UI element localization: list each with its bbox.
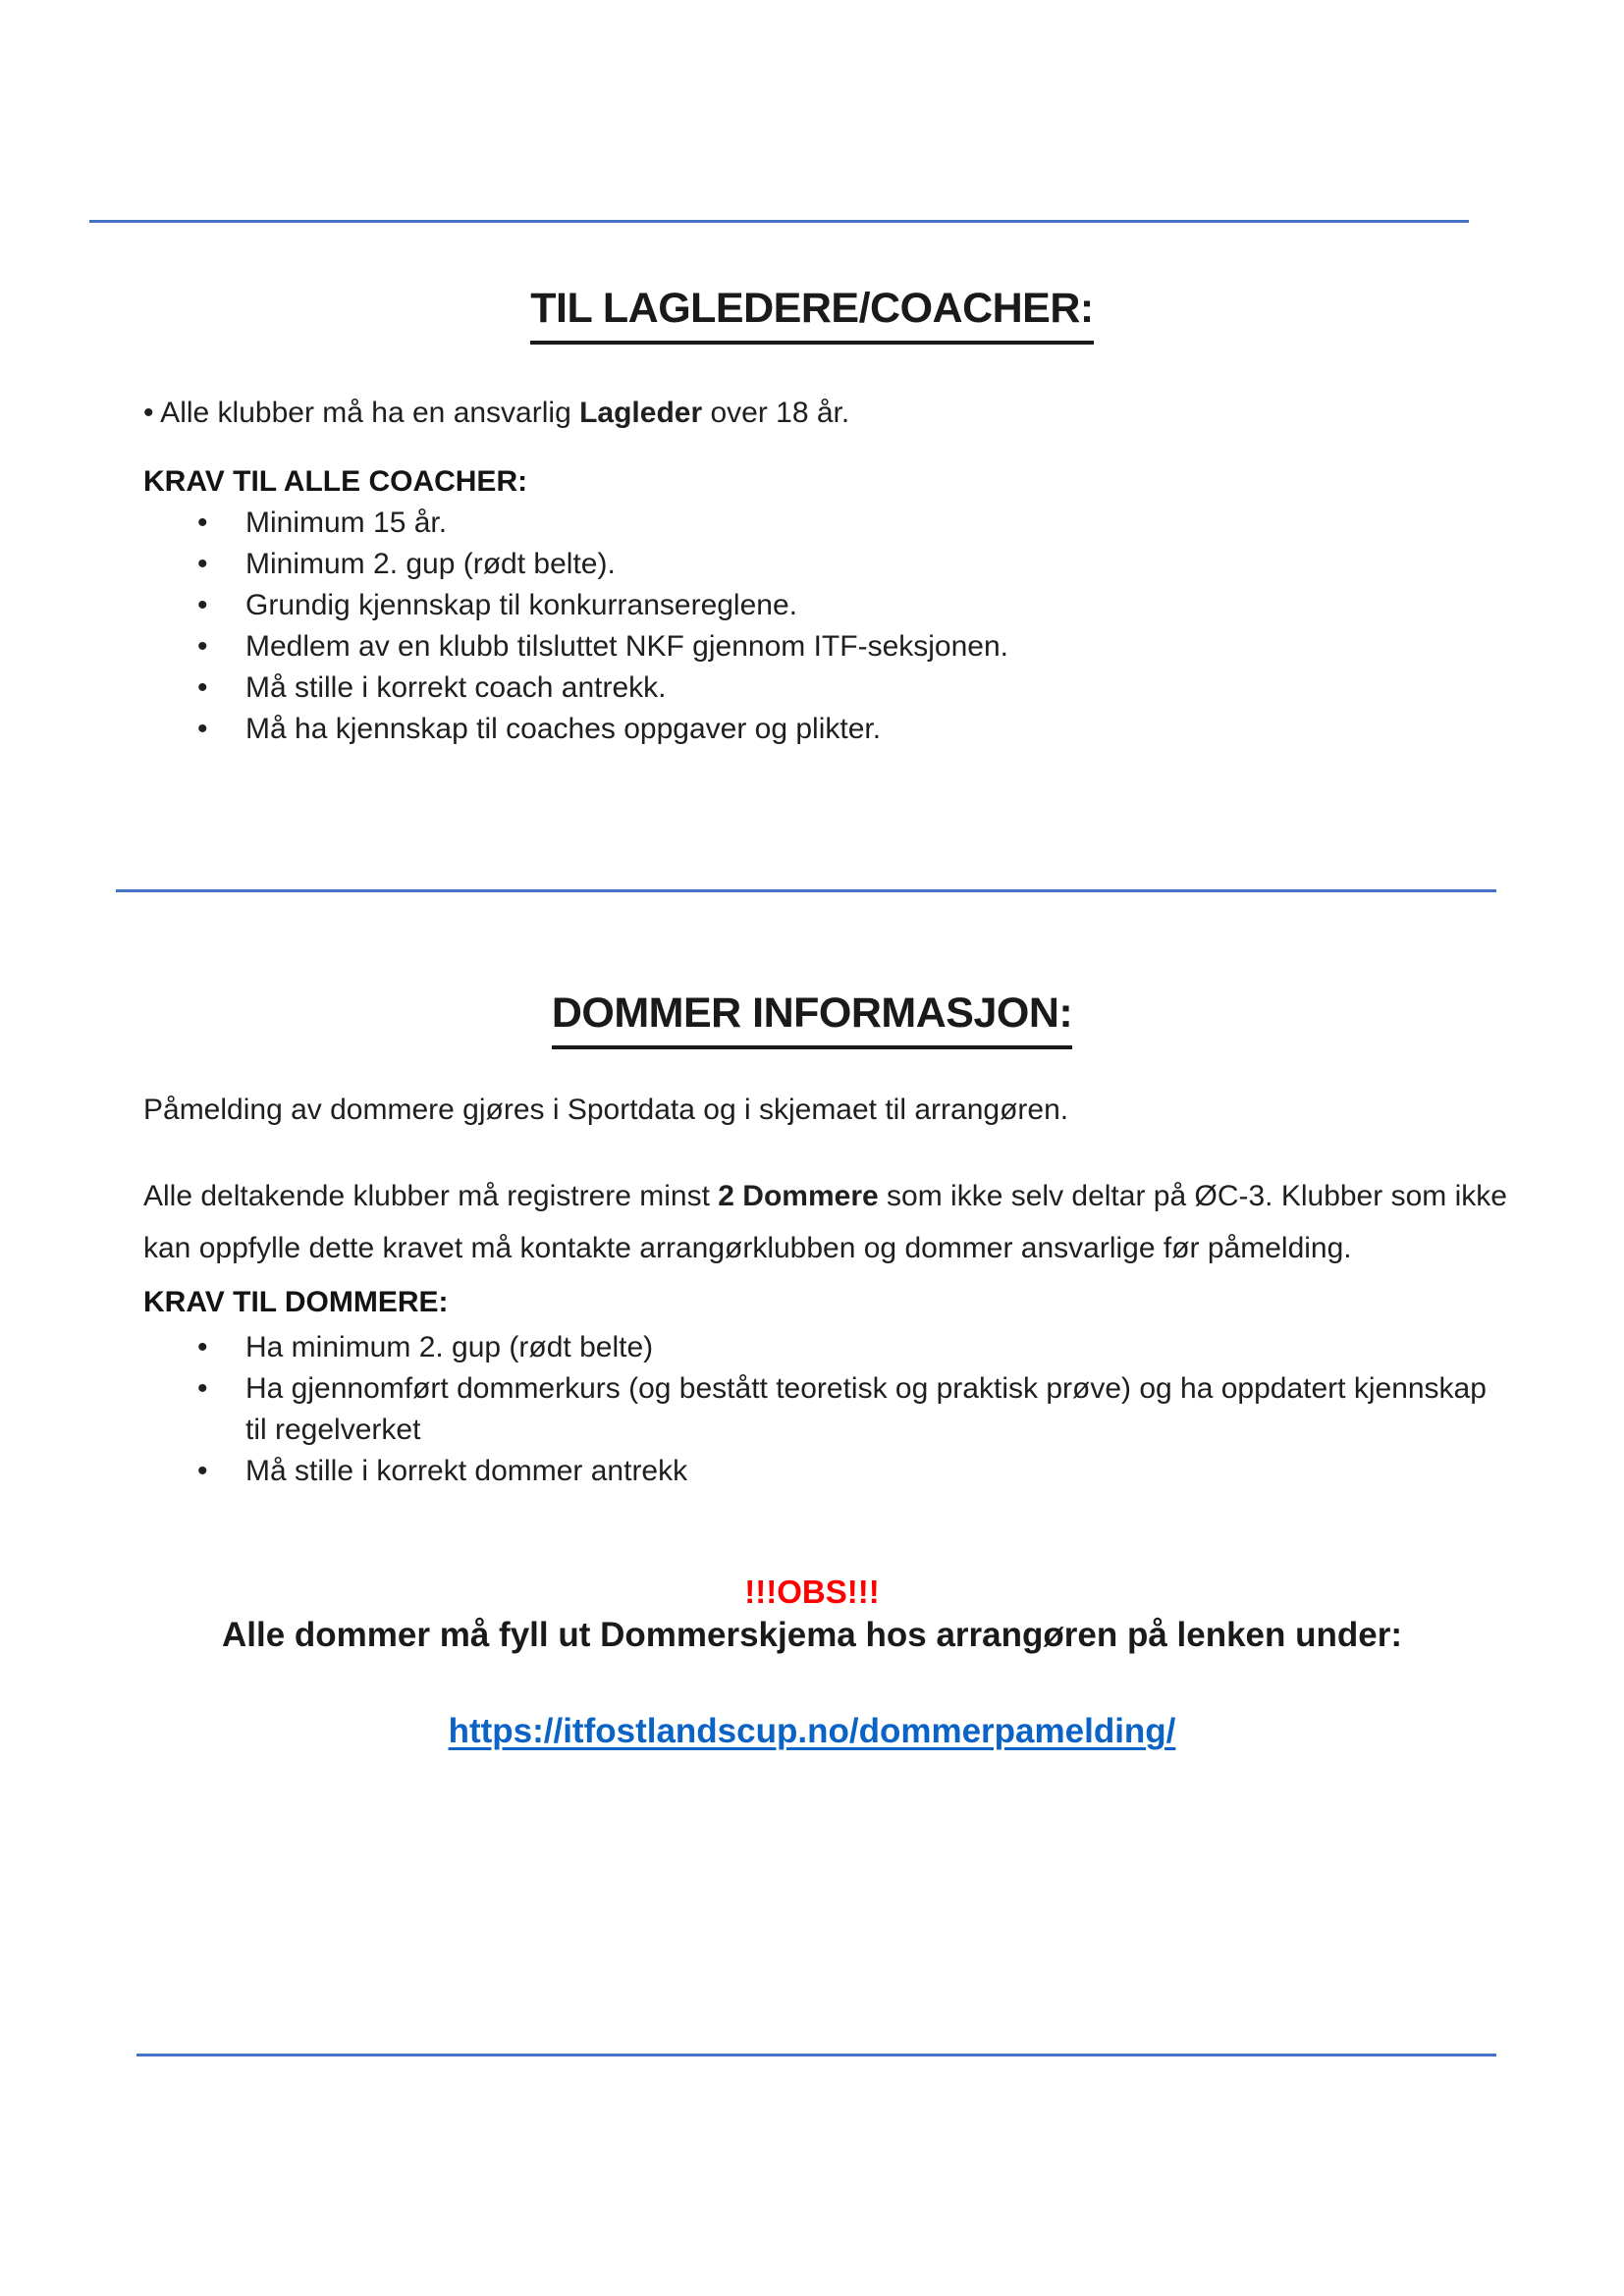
bullet-icon: • bbox=[197, 507, 208, 539]
coaches-requirement-text: Minimum 2. gup (rødt belte). bbox=[245, 548, 616, 580]
separator-line-bottom bbox=[136, 2054, 1496, 2056]
coaches-requirement-text: Må ha kjennskap til coaches oppgaver og plikter. bbox=[245, 713, 882, 745]
judges-requirement-item bbox=[143, 1368, 1504, 1451]
coaches-requirement-text: Grundig kjennskap til konkurransereglene. bbox=[245, 589, 797, 621]
coaches-intro-item bbox=[143, 393, 849, 434]
judges-requirement-text: Ha gjennomført dommerkurs (og bestått teoretisk og praktisk prøve) og ha oppdatert kjennskap til regelverket bbox=[245, 1372, 1487, 1446]
coaches-intro-bold: Lagleder bbox=[579, 397, 703, 429]
judges-requirement-text: Må stille i korrekt dommer antrekk bbox=[245, 1455, 688, 1487]
bullet-icon: • bbox=[197, 1455, 208, 1487]
coaches-requirement-item bbox=[143, 503, 1504, 544]
judges-section-title-text: DOMMER INFORMASJON: bbox=[552, 984, 1072, 1049]
judges-requirement-item bbox=[143, 1327, 1504, 1368]
judges-minimum-paragraph bbox=[143, 1170, 1510, 1274]
bullet-icon: • bbox=[197, 630, 208, 663]
coaches-requirements-list bbox=[143, 503, 1504, 750]
coaches-requirement-item bbox=[143, 626, 1504, 667]
bullet-icon: • bbox=[197, 548, 208, 580]
bullet-icon: • bbox=[197, 589, 208, 621]
coaches-section-title-text: TIL LAGLEDERE/COACHER: bbox=[530, 279, 1094, 345]
bullet-icon: • bbox=[197, 713, 208, 745]
judges-form-link-row bbox=[0, 1708, 1624, 1755]
judges-minimum-bold: 2 Dommere bbox=[718, 1180, 879, 1212]
coaches-requirement-text: Må stille i korrekt coach antrekk. bbox=[245, 671, 667, 704]
judges-requirement-text: Ha minimum 2. gup (rødt belte) bbox=[245, 1331, 654, 1363]
bullet-icon: • bbox=[197, 671, 208, 704]
judges-minimum-prefix: Alle deltakende klubber må registrere minst bbox=[143, 1180, 719, 1212]
separator-line-top bbox=[89, 220, 1469, 223]
coaches-requirements-heading: KRAV TIL ALLE COACHER: bbox=[143, 465, 528, 498]
bullet-icon: • bbox=[197, 1331, 208, 1363]
obs-warning: !!!OBS!!! bbox=[744, 1574, 880, 1610]
coaches-requirement-item bbox=[143, 709, 1504, 750]
coaches-requirement-item bbox=[143, 585, 1504, 626]
judges-requirements-list bbox=[143, 1327, 1504, 1492]
coaches-requirement-item bbox=[143, 544, 1504, 585]
coaches-section-title bbox=[0, 279, 1624, 345]
judges-section-title bbox=[0, 984, 1624, 1049]
separator-line-middle bbox=[116, 889, 1496, 892]
judges-requirements-heading: KRAV TIL DOMMERE: bbox=[143, 1286, 449, 1318]
coaches-requirement-text: Medlem av en klubb tilsluttet NKF gjennom ITF-seksjonen. bbox=[245, 630, 1008, 663]
coaches-requirement-item bbox=[143, 667, 1504, 709]
bullet-icon: • bbox=[197, 1372, 208, 1405]
judges-minimum-suffix: som ikke selv deltar på ØC-3. Klubber som ikke kan oppfylle dette kravet må kontakte arrangørklubben og dommer ansvarlige før påmelding. bbox=[143, 1180, 1507, 1264]
judges-registration-paragraph: Påmelding av dommere gjøres i Sportdata og i skjemaet til arrangøren. bbox=[143, 1094, 1069, 1126]
coaches-intro-suffix: over 18 år. bbox=[702, 397, 850, 429]
coaches-intro-prefix: • Alle klubber må ha en ansvarlig bbox=[143, 397, 580, 429]
judges-form-instruction: Alle dommer må fyll ut Dommerskjema hos arrangøren på lenken under: bbox=[222, 1616, 1402, 1654]
coaches-requirement-text: Minimum 15 år. bbox=[245, 507, 448, 539]
judges-form-link[interactable]: https://itfostlandscup.no/dommerpamelding/ bbox=[448, 1712, 1176, 1750]
judges-requirement-item bbox=[143, 1451, 1504, 1492]
